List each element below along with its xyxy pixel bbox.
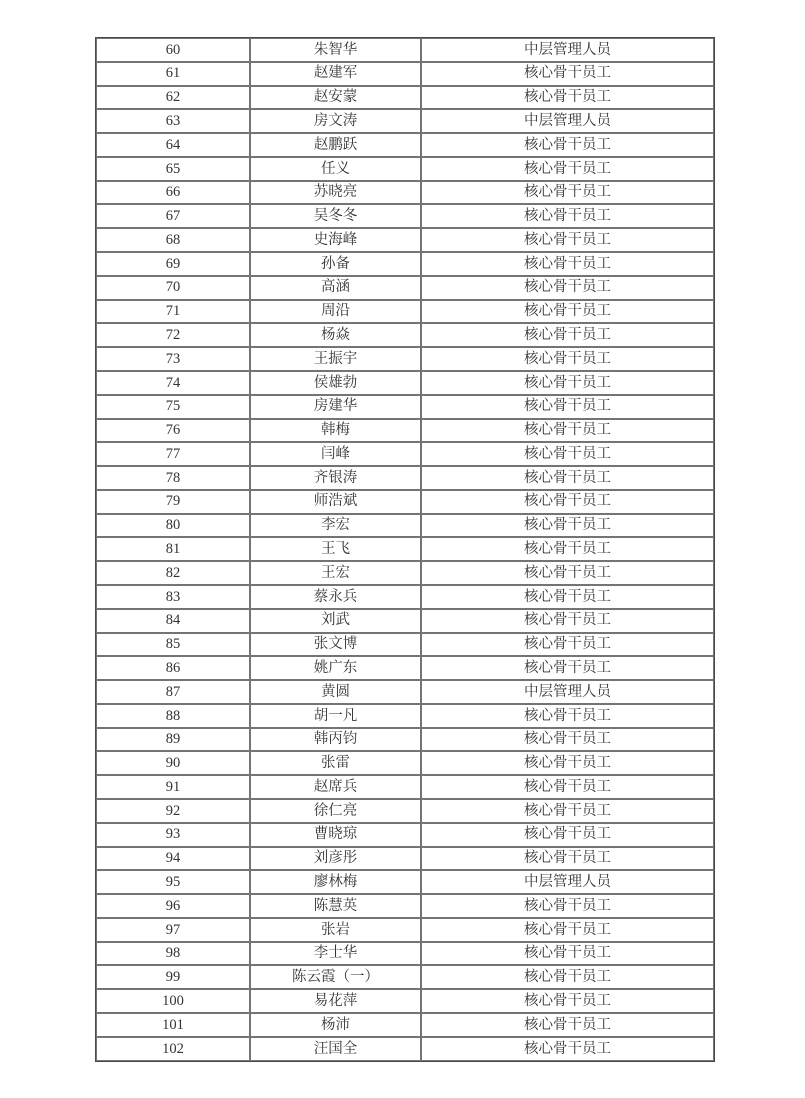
employee-name-cell: 王振宇 [250,347,421,371]
employee-name-cell: 孙备 [250,252,421,276]
table-row [96,109,714,133]
employee-name-cell: 徐仁亮 [250,799,421,823]
employee-category-cell: 核心骨干员工 [421,371,714,395]
table-row [96,704,714,728]
table-row [96,228,714,252]
employee-category-cell: 核心骨干员工 [421,395,714,419]
employee-category-cell: 核心骨干员工 [421,204,714,228]
table-row [96,323,714,347]
employee-category-cell: 核心骨干员工 [421,775,714,799]
table-row [96,561,714,585]
employee-category-cell: 核心骨干员工 [421,442,714,466]
employee-category-cell: 核心骨干员工 [421,300,714,324]
employee-name-cell: 陈慧英 [250,894,421,918]
row-number-cell: 88 [96,704,250,728]
employee-name-cell: 赵安蒙 [250,86,421,110]
table-row [96,252,714,276]
employee-name-cell: 张雷 [250,751,421,775]
row-number-cell: 77 [96,442,250,466]
table-row [96,157,714,181]
table-row [96,204,714,228]
employee-category-cell: 核心骨干员工 [421,228,714,252]
employee-category-cell: 核心骨干员工 [421,537,714,561]
employee-name-cell: 房建华 [250,395,421,419]
employee-category-cell: 核心骨干员工 [421,894,714,918]
row-number-cell: 76 [96,419,250,443]
employee-category-cell: 核心骨干员工 [421,918,714,942]
row-number-cell: 67 [96,204,250,228]
employee-name-cell: 汪国全 [250,1037,421,1061]
row-number-cell: 92 [96,799,250,823]
employee-category-cell: 核心骨干员工 [421,656,714,680]
row-number-cell: 90 [96,751,250,775]
employee-category-cell: 中层管理人员 [421,109,714,133]
employee-category-cell: 核心骨干员工 [421,1037,714,1061]
row-number-cell: 80 [96,514,250,538]
employee-name-cell: 刘武 [250,609,421,633]
row-number-cell: 62 [96,86,250,110]
employee-category-cell: 中层管理人员 [421,38,714,62]
table-row [96,989,714,1013]
table-row [96,38,714,62]
table-row [96,609,714,633]
employee-category-cell: 核心骨干员工 [421,609,714,633]
employee-name-cell: 朱智华 [250,38,421,62]
table-row [96,918,714,942]
employee-name-cell: 易花萍 [250,989,421,1013]
table-row [96,728,714,752]
employee-category-cell: 核心骨干员工 [421,323,714,347]
table-row [96,514,714,538]
employee-name-cell: 闫峰 [250,442,421,466]
employee-name-cell: 黄圆 [250,680,421,704]
row-number-cell: 64 [96,133,250,157]
table-row [96,870,714,894]
employee-category-cell: 核心骨干员工 [421,561,714,585]
employee-category-cell: 核心骨干员工 [421,252,714,276]
row-number-cell: 73 [96,347,250,371]
employee-category-cell: 核心骨干员工 [421,728,714,752]
row-number-cell: 71 [96,300,250,324]
row-number-cell: 68 [96,228,250,252]
employee-name-cell: 房文涛 [250,109,421,133]
table-row [96,442,714,466]
table-row [96,751,714,775]
employee-name-cell: 杨焱 [250,323,421,347]
employee-name-cell: 周沿 [250,300,421,324]
table-row [96,419,714,443]
table-row [96,775,714,799]
employee-category-cell: 中层管理人员 [421,870,714,894]
table-row [96,823,714,847]
employee-category-cell: 核心骨干员工 [421,965,714,989]
employee-name-cell: 齐银涛 [250,466,421,490]
table-row [96,537,714,561]
employee-name-cell: 赵鹏跃 [250,133,421,157]
table-row [96,276,714,300]
row-number-cell: 99 [96,965,250,989]
employee-name-cell: 廖林梅 [250,870,421,894]
employee-category-cell: 核心骨干员工 [421,157,714,181]
row-number-cell: 91 [96,775,250,799]
table-row [96,181,714,205]
row-number-cell: 100 [96,989,250,1013]
row-number-cell: 61 [96,62,250,86]
employee-name-cell: 蔡永兵 [250,585,421,609]
employee-category-cell: 核心骨干员工 [421,751,714,775]
employee-roster-table-wrap [95,37,715,1062]
row-number-cell: 87 [96,680,250,704]
employee-category-cell: 核心骨干员工 [421,347,714,371]
row-number-cell: 86 [96,656,250,680]
row-number-cell: 101 [96,1013,250,1037]
row-number-cell: 95 [96,870,250,894]
row-number-cell: 94 [96,847,250,871]
employee-roster-table [95,37,715,1062]
table-row [96,62,714,86]
row-number-cell: 83 [96,585,250,609]
row-number-cell: 70 [96,276,250,300]
employee-name-cell: 韩梅 [250,419,421,443]
employee-name-cell: 张文博 [250,633,421,657]
row-number-cell: 60 [96,38,250,62]
table-row [96,86,714,110]
row-number-cell: 81 [96,537,250,561]
row-number-cell: 93 [96,823,250,847]
employee-category-cell: 中层管理人员 [421,680,714,704]
employee-name-cell: 苏晓亮 [250,181,421,205]
table-row [96,799,714,823]
row-number-cell: 69 [96,252,250,276]
employee-category-cell: 核心骨干员工 [421,847,714,871]
row-number-cell: 74 [96,371,250,395]
table-row [96,133,714,157]
employee-category-cell: 核心骨干员工 [421,133,714,157]
employee-name-cell: 曹晓琼 [250,823,421,847]
table-row [96,585,714,609]
employee-category-cell: 核心骨干员工 [421,62,714,86]
employee-category-cell: 核心骨干员工 [421,585,714,609]
employee-name-cell: 师浩斌 [250,490,421,514]
employee-name-cell: 李士华 [250,942,421,966]
row-number-cell: 65 [96,157,250,181]
employee-name-cell: 王宏 [250,561,421,585]
table-row [96,371,714,395]
employee-name-cell: 李宏 [250,514,421,538]
employee-name-cell: 刘彦彤 [250,847,421,871]
row-number-cell: 66 [96,181,250,205]
employee-name-cell: 胡一凡 [250,704,421,728]
employee-category-cell: 核心骨干员工 [421,276,714,300]
employee-category-cell: 核心骨干员工 [421,490,714,514]
row-number-cell: 75 [96,395,250,419]
row-number-cell: 96 [96,894,250,918]
table-row [96,965,714,989]
employee-category-cell: 核心骨干员工 [421,989,714,1013]
table-row [96,395,714,419]
employee-category-cell: 核心骨干员工 [421,704,714,728]
table-row [96,942,714,966]
table-row [96,680,714,704]
row-number-cell: 97 [96,918,250,942]
employee-category-cell: 核心骨干员工 [421,799,714,823]
employee-category-cell: 核心骨干员工 [421,1013,714,1037]
table-row [96,490,714,514]
employee-name-cell: 史海峰 [250,228,421,252]
employee-name-cell: 杨沛 [250,1013,421,1037]
table-row [96,633,714,657]
table-row [96,466,714,490]
employee-category-cell: 核心骨干员工 [421,514,714,538]
row-number-cell: 102 [96,1037,250,1061]
row-number-cell: 85 [96,633,250,657]
table-row [96,347,714,371]
row-number-cell: 84 [96,609,250,633]
table-row [96,1013,714,1037]
table-row [96,894,714,918]
table-row [96,656,714,680]
row-number-cell: 79 [96,490,250,514]
employee-category-cell: 核心骨干员工 [421,181,714,205]
row-number-cell: 72 [96,323,250,347]
employee-name-cell: 赵席兵 [250,775,421,799]
employee-name-cell: 张岩 [250,918,421,942]
employee-name-cell: 吴冬冬 [250,204,421,228]
row-number-cell: 89 [96,728,250,752]
employee-category-cell: 核心骨干员工 [421,466,714,490]
employee-category-cell: 核心骨干员工 [421,86,714,110]
employee-name-cell: 陈云霞（一） [250,965,421,989]
employee-name-cell: 高涵 [250,276,421,300]
table-row [96,1037,714,1061]
employee-name-cell: 王飞 [250,537,421,561]
employee-category-cell: 核心骨干员工 [421,419,714,443]
employee-category-cell: 核心骨干员工 [421,942,714,966]
row-number-cell: 78 [96,466,250,490]
employee-name-cell: 姚广东 [250,656,421,680]
employee-name-cell: 赵建军 [250,62,421,86]
row-number-cell: 82 [96,561,250,585]
employee-category-cell: 核心骨干员工 [421,823,714,847]
row-number-cell: 63 [96,109,250,133]
row-number-cell: 98 [96,942,250,966]
employee-name-cell: 韩丙钧 [250,728,421,752]
employee-category-cell: 核心骨干员工 [421,633,714,657]
employee-name-cell: 侯雄勃 [250,371,421,395]
employee-name-cell: 任义 [250,157,421,181]
table-row [96,847,714,871]
table-row [96,300,714,324]
